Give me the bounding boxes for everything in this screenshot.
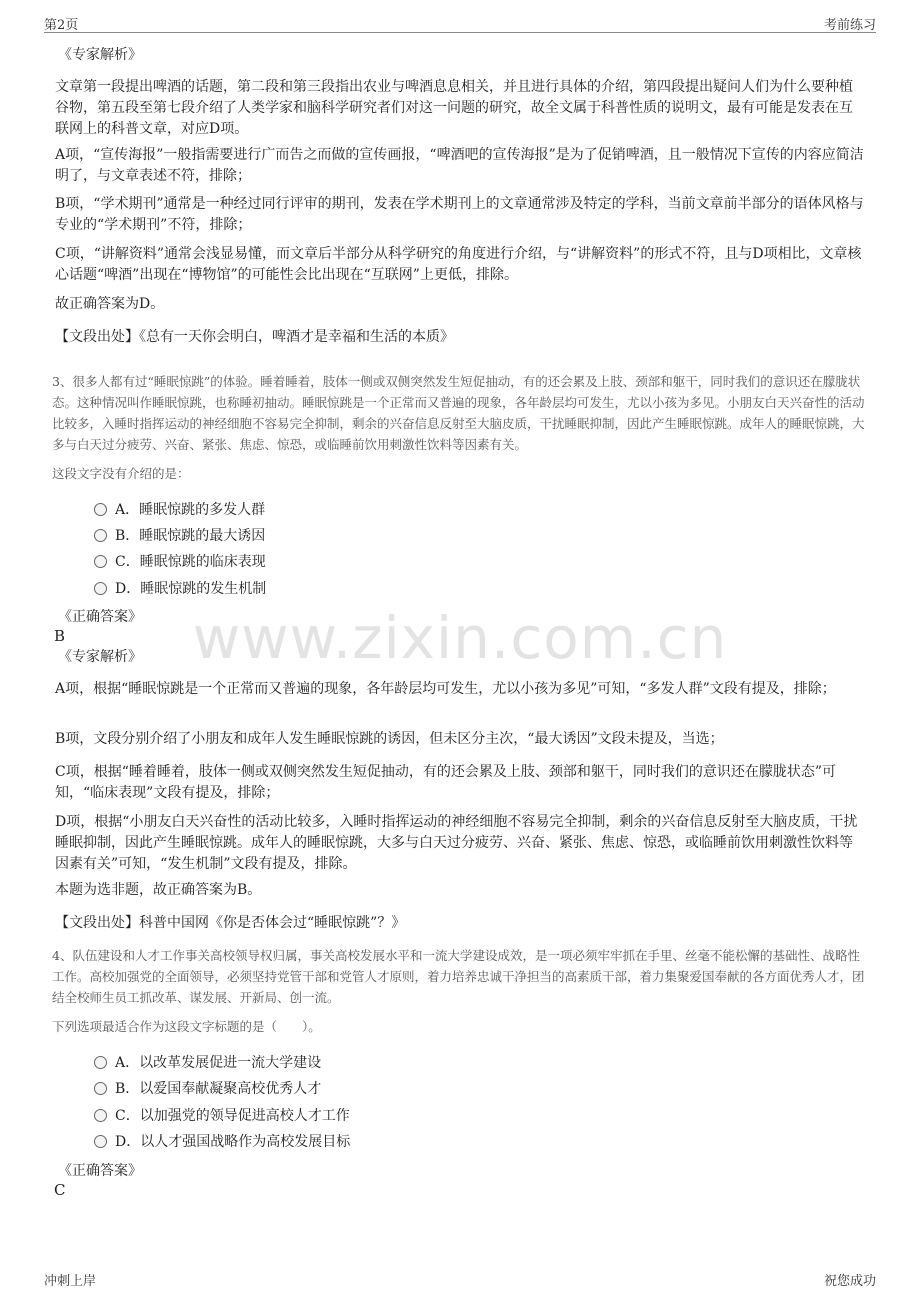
- option-c[interactable]: C．以加强党的领导促进高校人才工作: [94, 1106, 350, 1126]
- page-header: [44, 12, 876, 33]
- option-b[interactable]: B．睡眠惊跳的最大诱因: [94, 526, 265, 546]
- source-citation: 【文段出处】科普中国网《你是否体会过“睡眠惊跳”？》: [55, 915, 406, 931]
- correct-answer-label: 《正确答案》: [58, 1163, 142, 1179]
- option-b[interactable]: B．以爱国奉献凝聚高校优秀人才: [94, 1079, 321, 1099]
- footer-right-text: 祝您成功: [823, 1274, 876, 1289]
- correct-answer: B: [54, 627, 66, 645]
- analysis-paragraph: C项，根据“睡着睡着，肢体一侧或双侧突然发生短促抽动，有的还会累及上肢、颈部和躯干，同时我们的意识还在朦胧状态”可知，“临床表现”文段有提及，排除；: [55, 764, 837, 801]
- footer-left-text: 冲刺上岸: [44, 1274, 97, 1289]
- analysis-label: 《专家解析》: [58, 47, 142, 63]
- radio-icon[interactable]: [94, 1056, 107, 1069]
- analysis-paragraph: A项，“宣传海报”一般指需要进行广而告之而做的宣传画报，“啤酒吧的宣传海报”是为了促销啤酒，且一般情况下宣传的内容应简洁明了，与文章表述不符，排除；: [55, 147, 864, 184]
- answer-conclusion: 故正确答案为D。: [55, 296, 165, 312]
- analysis-paragraph: 文章第一段提出啤酒的话题，第二段和第三段指出农业与啤酒息息相关，并且进行具体的介绍，第四段提出疑问人们为什么要种植谷物，第五段至第七段介绍了人类学家和脑科学研究者们对这一问题的研究，故全文属于科普性质的说明文，最有可能是发表在互联网上的科普文章，对应D项。: [55, 79, 853, 137]
- question-stem: 3、很多人都有过“睡眠惊跳”的体验。睡着睡着，肢体一侧或双侧突然发生短促抽动，有的还会累及上肢、颈部和躯干，同时我们的意识还在朦胧状态。这种情况叫作睡眠惊跳，也称睡初抽动。睡眠惊跳是一个正常而又普遍的现象，各年龄层均可发生，尤以小孩为多见。小朋友白天兴奋性的活动比较多，入睡时指挥运动的神经细胞不容易完全抑制，剩余的兴奋信息反射至大脑皮质，干扰睡眠抑制，因此产生睡眠惊跳。成年人的睡眠惊跳，大多与白天过分疲劳、兴奋、紧张、焦虑、惊恐，或临睡前饮用刺激性饮料等因素有关。: [52, 374, 865, 452]
- radio-icon[interactable]: [94, 503, 107, 516]
- radio-icon[interactable]: [94, 582, 107, 595]
- analysis-paragraph: B项，“学术期刊”通常是一种经过同行评审的期刊，发表在学术期刊上的文章通常涉及特定的学科，当前文章前半部分的语体风格与专业的“学术期刊”不符，排除；: [55, 196, 864, 233]
- answer-conclusion: 本题为选非题，故正确答案为B。: [55, 882, 262, 898]
- option-d[interactable]: D．睡眠惊跳的发生机制: [94, 579, 266, 599]
- option-d[interactable]: D．以人才强国战略作为高校发展目标: [94, 1132, 350, 1152]
- analysis-paragraph: C项，“讲解资料”通常会浅显易懂，而文章后半部分从科学研究的角度进行介绍，与“讲解资料”的形式不符，且与D项相比，文章核心话题“啤酒”出现在“博物馆”的可能性会比出现在“互联网”上更低，排除。: [55, 246, 862, 283]
- radio-icon[interactable]: [94, 1109, 107, 1122]
- option-a[interactable]: A．以改革发展促进一流大学建设: [94, 1053, 321, 1073]
- analysis-paragraph: D项，根据“小朋友白天兴奋性的活动比较多，入睡时指挥运动的神经细胞不容易完全抑制，剩余的兴奋信息反射至大脑皮质，干扰睡眠抑制，因此产生睡眠惊跳。成年人的睡眠惊跳，大多与白天过分疲劳、兴奋、紧张、焦虑、惊恐，或临睡前饮用刺激性饮料等因素有关”可知，“发生机制”文段有提及，排除。: [55, 814, 858, 872]
- analysis-paragraph: B项，文段分别介绍了小朋友和成年人发生睡眠惊跳的诱因，但未区分主次，“最大诱因”文段未提及，当选；: [55, 731, 724, 747]
- radio-icon[interactable]: [94, 529, 107, 542]
- radio-icon[interactable]: [94, 1082, 107, 1095]
- header-title: 考前练习: [823, 18, 876, 33]
- correct-answer: C: [54, 1181, 66, 1199]
- question-stem: 4、队伍建设和人才工作事关高校领导权归属，事关高校发展水平和一流大学建设成效，是一项必须牢牢抓在手里、丝毫不能松懈的基础性、战略性工作。高校加强党的全面领导，必须坚持党管干部和党管人才原则，着力培养忠诚干净担当的高素质干部，着力集聚爱国奉献的各方面优秀人才，团结全校师生员工抓改革、谋发展、开新局、创一流。: [52, 948, 865, 1005]
- page-number: 第2页: [44, 18, 79, 33]
- question-prompt: 这段文字没有介绍的是：: [52, 466, 190, 481]
- question-prompt: 下列选项最适合作为这段文字标题的是（ ）。: [52, 1019, 321, 1034]
- option-c[interactable]: C．睡眠惊跳的临床表现: [94, 552, 266, 572]
- correct-answer-label: 《正确答案》: [58, 609, 142, 625]
- analysis-paragraph: A项，根据“睡眠惊跳是一个正常而又普遍的现象，各年龄层均可发生，尤以小孩为多见”可知，“多发人群”文段有提及，排除；: [55, 681, 836, 697]
- analysis-label: 《专家解析》: [58, 649, 142, 665]
- option-a[interactable]: A．睡眠惊跳的多发人群: [94, 500, 265, 520]
- radio-icon[interactable]: [94, 1135, 107, 1148]
- source-citation: 【文段出处】《总有一天你会明白，啤酒才是幸福和生活的本质》: [55, 329, 454, 345]
- radio-icon[interactable]: [94, 555, 107, 568]
- watermark: www.zixin.com.cn: [192, 604, 728, 672]
